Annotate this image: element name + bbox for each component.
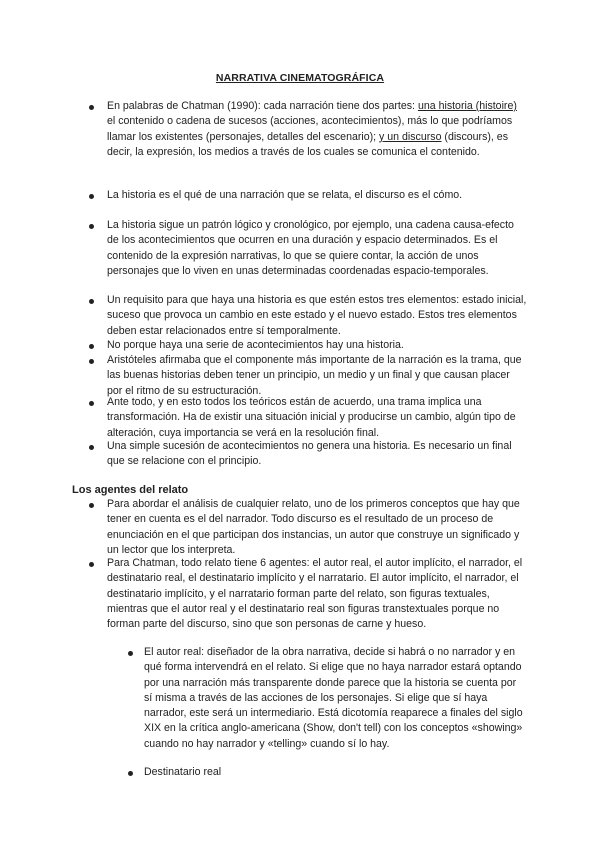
bullet-icon [128,651,133,656]
section-heading: Los agentes del relato [72,484,189,496]
bullet-icon [128,771,133,776]
list-item [107,99,527,160]
underlined-historia: una historia (histoire) [417,100,517,112]
item-text: La historia es el qué de una narración que se relata, el discurso es el cómo. [107,189,463,201]
item-text: Un requisito para que haya una historia es que estén estos tres elementos: estado inicial, suceso que provoca un cambio en este estado y el nuevo estado. Estos tres elementos deben estar relacionados entre sí temporalmente. [107,294,527,337]
item-text: Aristóteles afirmaba que el componente más importante de la narración es la trama, que las buenas historias deben tener un principio, un medio y un final y que causan placer por el ritmo de su estructuración. [107,354,522,397]
bullet-icon [89,503,94,508]
list-item [107,556,527,632]
bullet-icon [89,359,94,364]
item-text: No porque haya una serie de acontecimientos hay una historia. [107,339,404,351]
bullet-icon [89,105,94,110]
bullet-icon [89,224,94,229]
underlined-discurso: y un discurso [379,130,442,143]
item-text-post: (discours), es decir, la expresión, los medios a través de los cuales se comunica el contenido. [107,130,508,158]
item-text: Para Chatman, todo relato tiene 6 agentes: el autor real, el autor implícito, el narrador, el destinatario real, el destinatario implícito y el narratario. El autor implícito, el narrador, el destinatario implícito, y el narratario forman parte del relato, son figuras textuales, mientras que el autor real y el destinatario real son figuras transtextuales porque no forman parte del discurso, sino que son personas de carne y hueso. [107,557,523,631]
list-item [107,218,527,279]
sub-list-item [144,645,524,752]
item-text: Ante todo, y en esto todos los teóricos están de acuerdo, una trama implica una transformación. Ha de existir una situación inicial y producirse un cambio, algún tipo de alteración, cuya importancia se verá en la resolución final. [107,396,516,439]
item-text: El autor real: diseñador de la obra narrativa, decide si habrá o no narrador y en qué forma intervendrá en el relato. Si elige que no haya narrador estará optando por una narración más transparente donde parece que la historia se cuenta por sí misma a través de las acciones de los personajes. Si elige que sí haya narrador, este será un intermediario. Está dicotomía reaparece a finales del siglo XIX en la crítica anglo-americana (Show, don't tell) con los conceptos «showing» cuando no hay narrador y «telling» cuando sí lo hay. [144,646,523,750]
page-title: NARRATIVA CINEMATOGRÁFICA [215,72,385,84]
item-text-pre: En palabras de Chatman (1990): cada narración tiene dos partes: [107,100,418,112]
item-text: Una simple sucesión de acontecimientos no genera una historia. Es necesario un final que se relacione con el principio. [107,440,512,468]
list-item [107,188,527,203]
item-text-mid: el contenido o cadena de sucesos (acciones, acontecimientos), más lo que podríamos llamar los existentes (personajes, detalles del escenario); [107,115,513,143]
bullet-icon [89,344,94,349]
sub-list-item [144,765,524,780]
bullet-icon [89,562,94,567]
bullet-icon [89,445,94,450]
list-item [107,439,527,470]
list-item [107,353,527,399]
bullet-icon [89,194,94,199]
list-item [107,497,527,558]
list-item [107,395,527,441]
item-text: Para abordar el análisis de cualquier relato, uno de los primeros conceptos que hay que tener en cuenta es el del narrador. Todo discurso es el resultado de un proceso de enunciación en el que participan dos instancias, un autor que construye un significado y un lector que los interpreta. [107,498,520,556]
bullet-icon [89,299,94,304]
item-text: La historia sigue un patrón lógico y cronológico, por ejemplo, una cadena causa-efecto de los acontecimientos que ocurren en una duración y espacio determinados. Es el contenido de la expresión narrativas, lo que se quiere contar, la acción de unos personajes que lo viven en unas determinadas coordenadas espacio-temporales. [107,219,514,277]
bullet-icon [89,401,94,406]
item-text: Destinatario real [144,766,222,778]
list-item [107,293,527,339]
list-item [107,338,527,353]
